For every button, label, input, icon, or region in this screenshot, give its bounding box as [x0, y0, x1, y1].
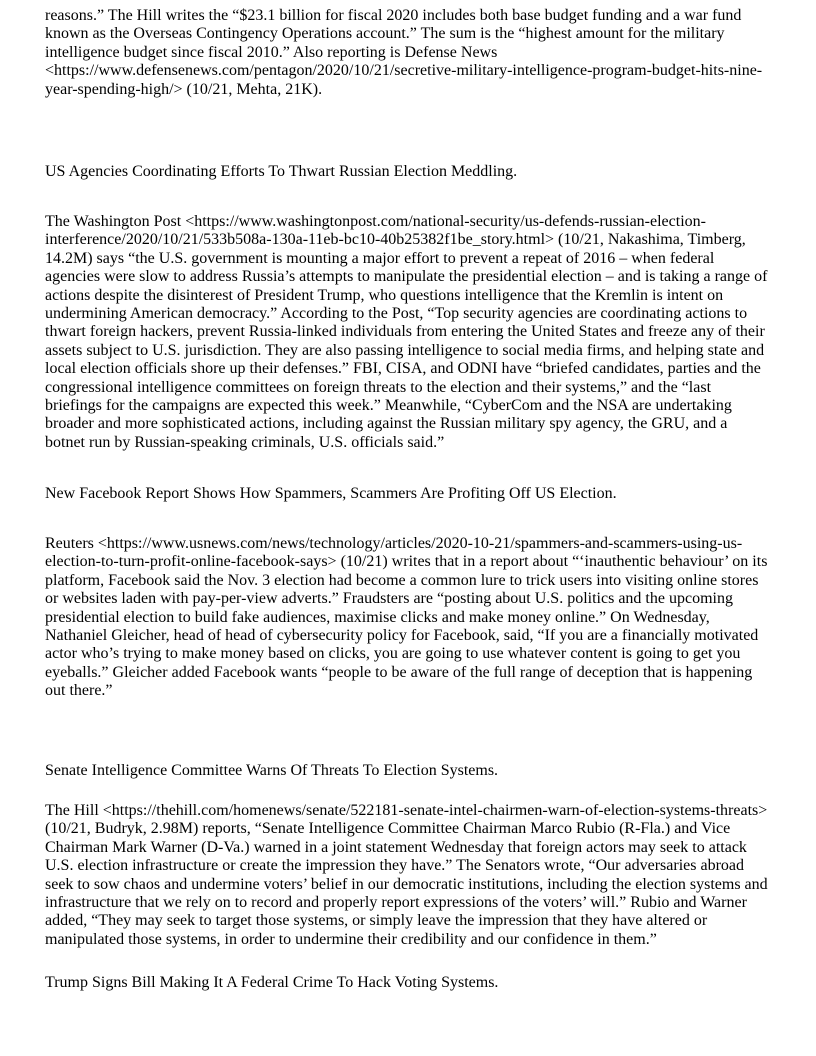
text-line: assets subject to U.S. jurisdiction. They are also passing intelligence to social media firms, and helping state and: [45, 341, 765, 359]
heading-trump-signs-bill: Trump Signs Bill Making It A Federal Crime To Hack Voting Systems.: [45, 974, 499, 991]
heading-facebook-report: New Facebook Report Shows How Spammers, Scammers Are Profiting Off US Election.: [45, 485, 617, 502]
paragraph-defense-budget: [45, 7, 785, 99]
text-line: thwart foreign hackers, prevent Russia-linked individuals from entering the United States and freeze any of their: [45, 323, 765, 341]
text-line: seek to sow chaos and undermine voters’ belief in our democratic institutions, including the election systems and: [45, 875, 768, 893]
text-line: Nathaniel Gleicher, head of head of cybersecurity policy for Facebook, said, “If you are a financially motivated: [45, 626, 759, 644]
text-line: intelligence budget since fiscal 2010.” Also reporting is Defense News: [45, 43, 498, 61]
text-line: reasons.” The Hill writes the “$23.1 billion for fiscal 2020 includes both base budget funding and a war fund: [45, 7, 742, 24]
text-line: presidential election to build fake audiences, maximise clicks and make money online.” On Wednesday,: [45, 608, 710, 626]
text-line: broader and more sophisticated actions, including against the Russian military spy agency, the GRU, and a: [45, 415, 728, 433]
text-line: The Washington Post <https://www.washingtonpost.com/national-security/us-defends-russian-election-: [45, 213, 706, 230]
text-line: added, “They may seek to target those systems, or simply leave the impression that they have altered or: [45, 912, 708, 930]
text-line: agencies were slow to address Russia’s attempts to manipulate the presidential election – and is taking a range of: [45, 268, 768, 286]
text-line: local election officials shore up their defenses.” FBI, CISA, and ODNI have “briefed candidates, parties and the: [45, 360, 761, 378]
text-line: (10/21, Budryk, 2.98M) reports, “Senate Intelligence Committee Chairman Marco Rubio (R-Fla.) and Vice: [45, 820, 731, 838]
heading-russian-meddling: US Agencies Coordinating Efforts To Thwart Russian Election Meddling.: [45, 163, 518, 180]
text-line: out there.”: [45, 682, 113, 700]
paragraph-the-hill: [45, 802, 785, 949]
text-line: 14.2M) says “the U.S. government is mounting a major effort to prevent a repeat of 2016 – when federal: [45, 249, 715, 267]
text-line: platform, Facebook said the Nov. 3 election had become a common lure to trick users into visiting online stores: [45, 571, 759, 589]
text-line: briefings for the campaigns are expected this week.” Meanwhile, “CyberCom and the NSA are undertaking: [45, 396, 732, 414]
text-line: eyeballs.” Gleicher added Facebook wants “people to be aware of the full range of deception that is happening: [45, 663, 753, 681]
text-line: undermining American democracy.” According to the Post, “Top security agencies are coordinating actions to: [45, 304, 748, 322]
text-line: actor who’s trying to make money based on clicks, you are going to use whatever content is going to get you: [45, 645, 741, 663]
text-line: Chairman Mark Warner (D-Va.) warned in a joint statement Wednesday that foreign actors may seek to attack: [45, 838, 747, 856]
text-line: actions despite the disinterest of President Trump, who questions intelligence that the Kremlin is intent on: [45, 286, 724, 304]
text-line: infrastructure that we rely on to record and properly report expressions of the voters’ will.” Rubio and Warner: [45, 893, 747, 911]
text-line: Reuters <https://www.usnews.com/news/technology/articles/2020-10-21/spammers-and-scammers-using-us-: [45, 535, 743, 552]
text-line: known as the Overseas Contingency Operations account.” The sum is the “highest amount for the military: [45, 25, 725, 43]
text-line: <https://www.defensenews.com/pentagon/2020/10/21/secretive-military-intelligence-program-budget-hits-nine-: [45, 62, 763, 80]
text-line: election-to-turn-profit-online-facebook-says> (10/21) writes that in a report about “‘inauthentic behaviour’ on its: [45, 553, 768, 571]
paragraph-reuters: [45, 535, 785, 701]
text-line: congressional intelligence committees on foreign threats to the election and their systems,” and the “last: [45, 378, 712, 396]
text-line: The Hill <https://thehill.com/homenews/senate/522181-senate-intel-chairmen-warn-of-election-systems-threats>: [45, 802, 768, 819]
text-line: interference/2020/10/21/533b508a-130a-11eb-bc10-40b25382f1be_story.html> (10/21, Nakashima, Timberg,: [45, 231, 746, 249]
heading-senate-intelligence: Senate Intelligence Committee Warns Of Threats To Election Systems.: [45, 762, 499, 779]
text-line: U.S. election infrastructure or create the impression they have.” The Senators wrote, “Our adversaries abroad: [45, 857, 744, 875]
text-line: year-spending-high/> (10/21, Mehta, 21K).: [45, 80, 323, 98]
text-line: or websites laden with pay-per-view adverts.” Fraudsters are “posting about U.S. politics and the upcoming: [45, 590, 733, 608]
text-line: manipulated those systems, in order to undermine their credibility and our confidence in them.”: [45, 930, 657, 948]
paragraph-washington-post: [45, 213, 785, 452]
text-line: botnet run by Russian-speaking criminals, U.S. officials said.”: [45, 433, 445, 451]
